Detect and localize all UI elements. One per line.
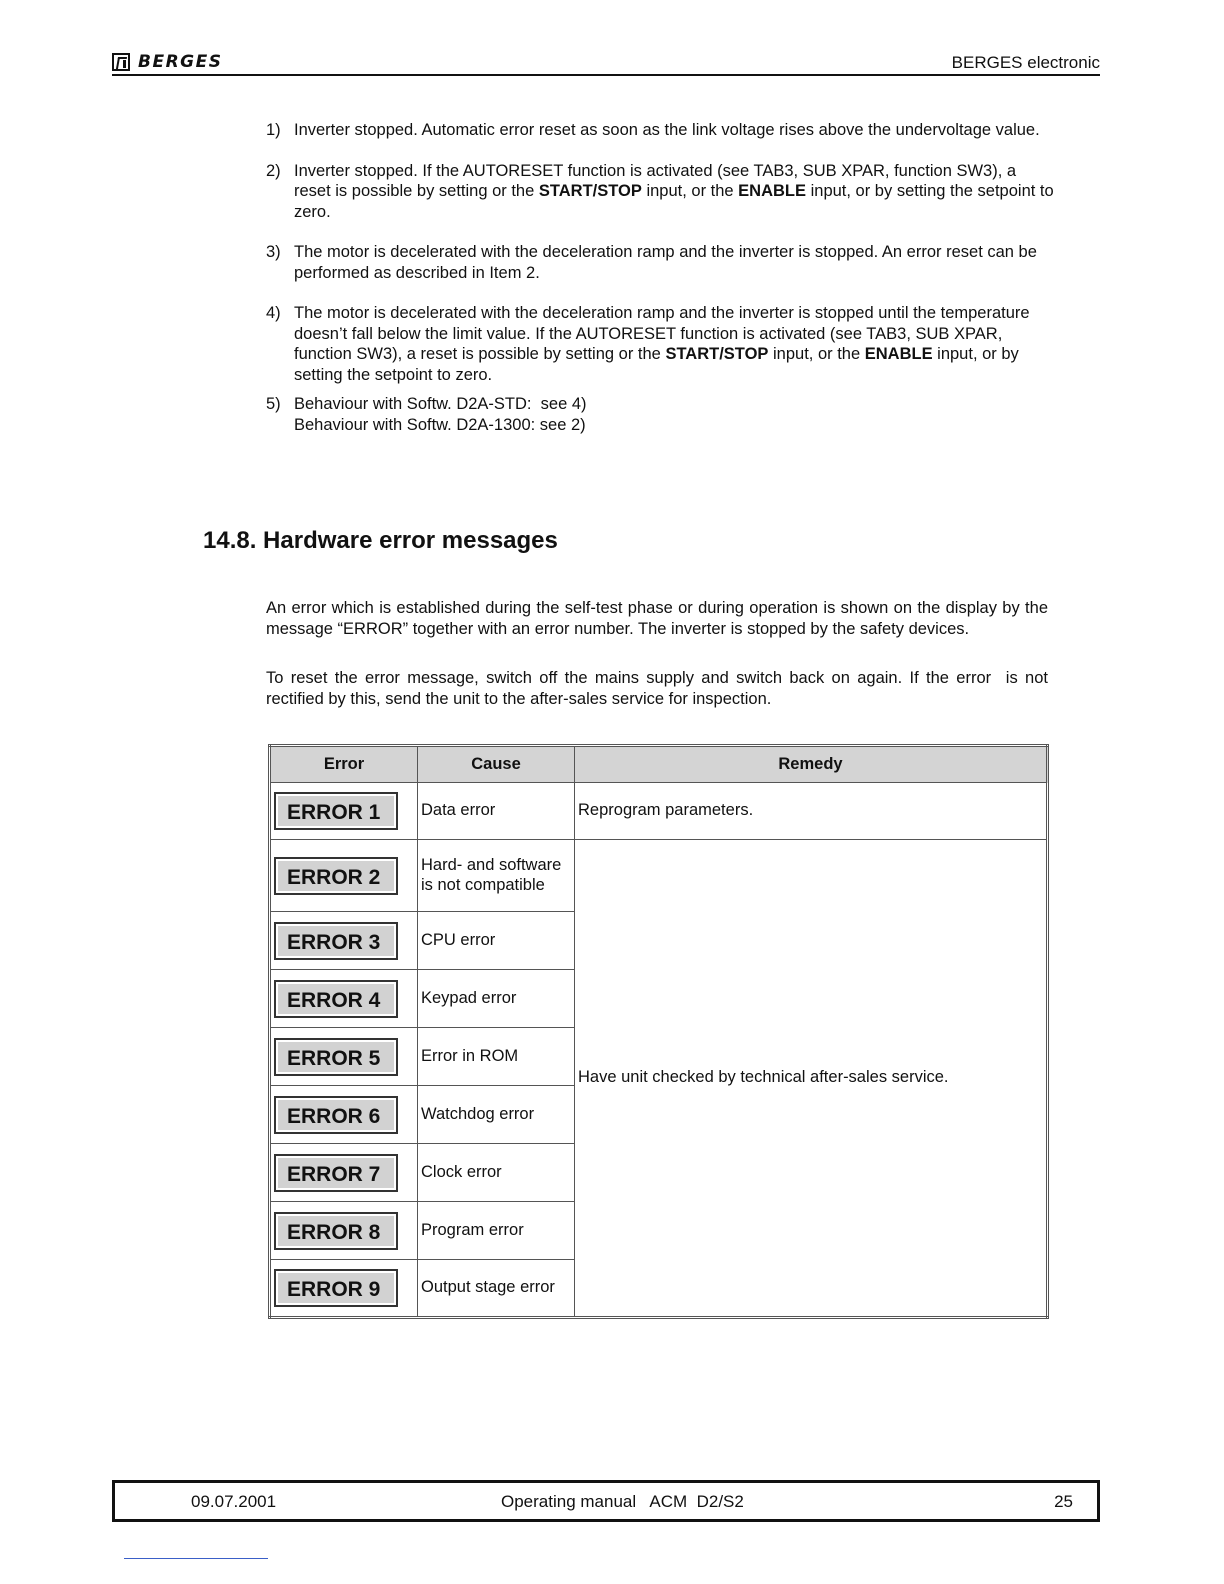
- note-number: 1): [266, 121, 281, 139]
- note-item-5: [266, 394, 1056, 435]
- page-header: [112, 50, 1100, 76]
- note-text: Inverter stopped. If the AUTORESET function is activated (see TAB3, SUB XPAR, function SW3), a reset is possible by setting or the START/STOP input, or the ENABLE input, or by setting the setpoint to zero.: [294, 161, 1054, 221]
- error-cause: Watchdog error: [418, 1086, 575, 1144]
- note-text-line: Behaviour with Softw. D2A-1300: see 2): [294, 415, 586, 434]
- note-item-3: [266, 242, 1056, 283]
- section-title: 14.8. Hardware error messages: [203, 527, 558, 554]
- table-row: [270, 783, 1048, 840]
- note-number: 4): [266, 304, 281, 322]
- berges-logo: [112, 52, 222, 72]
- footer-date: 09.07.2001: [191, 1492, 277, 1511]
- enable-term: ENABLE: [864, 345, 933, 363]
- header-company: BERGES electronic: [951, 53, 1100, 72]
- error-code: ERROR 4: [274, 980, 398, 1018]
- start-stop-term: START/STOP: [665, 345, 769, 363]
- error-remedy: Reprogram parameters.: [575, 783, 1048, 840]
- error-code: ERROR 6: [274, 1096, 398, 1134]
- column-header-error: Error: [270, 746, 418, 783]
- footer-manual-title: Operating manual ACM D2/S2: [501, 1492, 744, 1511]
- error-cause: Hard- and software is not compatible: [418, 840, 575, 912]
- note-number: 3): [266, 243, 281, 261]
- logo-text: BERGES: [138, 52, 223, 72]
- column-header-remedy: Remedy: [575, 746, 1048, 783]
- reset-paragraph: To reset the error message, switch off the mains supply and switch back on again. If the error is not rectified by this, send the unit to the after-sales service for inspection.: [266, 669, 1053, 708]
- note-number: 2): [266, 161, 281, 180]
- error-code: ERROR 7: [274, 1154, 398, 1192]
- error-cause: Data error: [418, 783, 575, 840]
- error-cause: Clock error: [418, 1144, 575, 1202]
- note-text: Inverter stopped. Automatic error reset as soon as the link voltage rises above the undervoltage value.: [294, 121, 1040, 139]
- error-cause: Keypad error: [418, 970, 575, 1028]
- note-item-2: [266, 161, 1056, 223]
- note-item-1: [266, 120, 1056, 141]
- table-header-row: [270, 746, 1048, 783]
- error-code: ERROR 1: [274, 792, 398, 830]
- note-number: 5): [266, 395, 281, 413]
- enable-term: ENABLE: [738, 182, 807, 200]
- berges-logo-icon: [112, 53, 130, 71]
- shared-remedy: Have unit checked by technical after-sales service.: [575, 840, 1048, 1318]
- error-code: ERROR 8: [274, 1212, 398, 1250]
- error-code: ERROR 5: [274, 1038, 398, 1076]
- note-text: The motor is decelerated with the deceleration ramp and the inverter is stopped until the temperature doesn’t fall below the limit value. If the AUTORESET function is activated (see TAB3, SUB XPAR, function SW3), a reset is possible by setting or the START/STOP input, or the ENABLE input, or by setting the setpoint to zero.: [294, 304, 1030, 384]
- hardware-error-table: [268, 744, 1049, 1319]
- column-header-cause: Cause: [418, 746, 575, 783]
- error-code: ERROR 3: [274, 922, 398, 960]
- error-cause: Program error: [418, 1202, 575, 1260]
- page-footer: [112, 1480, 1100, 1522]
- link-underline: [124, 1558, 268, 1559]
- error-code: ERROR 2: [274, 857, 398, 895]
- note-text: The motor is decelerated with the deceleration ramp and the inverter is stopped. An error reset can be performed as described in Item 2.: [294, 243, 1037, 282]
- note-item-4: [266, 303, 1056, 385]
- note-text-line: Behaviour with Softw. D2A-STD: see 4): [294, 395, 587, 413]
- error-cause: Output stage error: [418, 1260, 575, 1318]
- numbered-notes: [266, 120, 1056, 435]
- start-stop-term: START/STOP: [538, 182, 642, 200]
- error-code: ERROR 9: [274, 1269, 398, 1307]
- intro-paragraph: An error which is established during the self-test phase or during operation is shown on the display by the message “ERROR” together with an error number. The inverter is stopped by the safety devices.: [266, 599, 1048, 638]
- error-cause: Error in ROM: [418, 1028, 575, 1086]
- error-cause: CPU error: [418, 912, 575, 970]
- table-row: [270, 840, 1048, 912]
- page-number: 25: [1054, 1492, 1073, 1511]
